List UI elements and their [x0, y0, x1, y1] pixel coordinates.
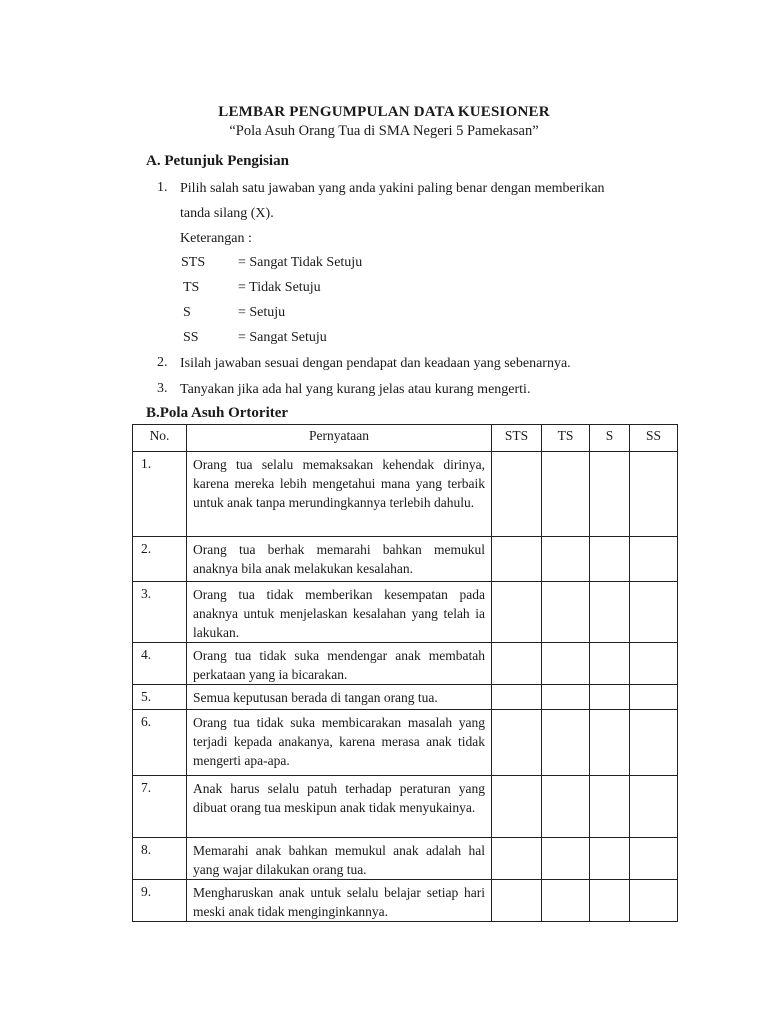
- legend-code-s: S: [183, 305, 191, 320]
- answer-cell-ss[interactable]: [630, 880, 678, 922]
- answer-cell-s[interactable]: [590, 776, 630, 838]
- answer-cell-ts[interactable]: [542, 776, 590, 838]
- row-statement: Anak harus selalu patuh terhadap peraturan yang dibuat orang tua meskipun anak tidak menyukainya.: [187, 776, 492, 838]
- row-number: 4.: [133, 643, 187, 685]
- row-number: 9.: [133, 880, 187, 922]
- row-statement: Orang tua tidak suka membicarakan masalah yang terjadi kepada anakanya, karena merasa anak tidak mengerti apa-apa.: [187, 710, 492, 776]
- answer-cell-ss[interactable]: [630, 537, 678, 582]
- table-row: [133, 452, 678, 537]
- legend-desc-sts: = Sangat Tidak Setuju: [238, 255, 363, 270]
- row-statement: Mengharuskan anak untuk selalu belajar setiap hari meski anak tidak menginginkannya.: [187, 880, 492, 922]
- answer-cell-sts[interactable]: [492, 710, 542, 776]
- instruction-3-number: 3.: [157, 381, 168, 396]
- column-header-s: S: [590, 425, 630, 452]
- answer-cell-sts[interactable]: [492, 880, 542, 922]
- row-number: 3.: [133, 582, 187, 643]
- answer-cell-ss[interactable]: [630, 838, 678, 880]
- row-statement: Orang tua tidak memberikan kesempatan pada anaknya untuk menjelaskan kesalahan yang telah ia lakukan.: [187, 582, 492, 643]
- instruction-2-text: Isilah jawaban sesuai dengan pendapat dan keadaan yang sebenarnya.: [180, 356, 571, 371]
- section-b-heading: B.Pola Asuh Ortoriter: [146, 405, 289, 421]
- legend-code-ss: SS: [183, 330, 199, 345]
- table-row: [133, 880, 678, 922]
- table-row: [133, 582, 678, 643]
- answer-cell-ss[interactable]: [630, 685, 678, 710]
- row-number: 2.: [133, 537, 187, 582]
- answer-cell-s[interactable]: [590, 582, 630, 643]
- answer-cell-sts[interactable]: [492, 537, 542, 582]
- row-statement: Orang tua berhak memarahi bahkan memukul anaknya bila anak melakukan kesalahan.: [187, 537, 492, 582]
- instruction-1-number: 1.: [157, 180, 168, 195]
- row-statement: Orang tua tidak suka mendengar anak membatah perkataan yang ia bicarakan.: [187, 643, 492, 685]
- answer-cell-ss[interactable]: [630, 776, 678, 838]
- column-header-pernyataan: Pernyataan: [187, 425, 492, 452]
- column-header-no: No.: [133, 425, 187, 452]
- table-row: [133, 776, 678, 838]
- answer-cell-ss[interactable]: [630, 710, 678, 776]
- section-a-heading: A. Petunjuk Pengisian: [146, 153, 289, 169]
- column-header-ts: TS: [542, 425, 590, 452]
- answer-cell-ts[interactable]: [542, 838, 590, 880]
- document-subtitle: “Pola Asuh Orang Tua di SMA Negeri 5 Pamekasan”: [229, 123, 539, 139]
- answer-cell-s[interactable]: [590, 710, 630, 776]
- answer-cell-ts[interactable]: [542, 537, 590, 582]
- legend-desc-ts: = Tidak Setuju: [238, 280, 321, 295]
- questionnaire-table: [132, 424, 678, 922]
- answer-cell-s[interactable]: [590, 685, 630, 710]
- answer-cell-ts[interactable]: [542, 452, 590, 537]
- table-row: [133, 643, 678, 685]
- answer-cell-ss[interactable]: [630, 643, 678, 685]
- answer-cell-sts[interactable]: [492, 582, 542, 643]
- legend-desc-ss: = Sangat Setuju: [238, 330, 327, 345]
- instruction-2-number: 2.: [157, 355, 168, 370]
- row-statement: Semua keputusan berada di tangan orang tua.: [187, 685, 492, 710]
- row-statement: Memarahi anak bahkan memukul anak adalah hal yang wajar dilakukan orang tua.: [187, 838, 492, 880]
- row-number: 6.: [133, 710, 187, 776]
- answer-cell-ss[interactable]: [630, 582, 678, 643]
- table-row: [133, 710, 678, 776]
- row-number: 1.: [133, 452, 187, 537]
- table-header-row: [133, 425, 678, 452]
- answer-cell-ts[interactable]: [542, 880, 590, 922]
- row-number: 7.: [133, 776, 187, 838]
- answer-cell-sts[interactable]: [492, 643, 542, 685]
- row-number: 5.: [133, 685, 187, 710]
- answer-cell-sts[interactable]: [492, 776, 542, 838]
- row-statement: Orang tua selalu memaksakan kehendak dirinya, karena mereka lebih mengetahui mana yang terbaik untuk anak tanpa merundingkannya terlebih dahulu.: [187, 452, 492, 537]
- answer-cell-s[interactable]: [590, 452, 630, 537]
- answer-cell-ts[interactable]: [542, 710, 590, 776]
- answer-cell-sts[interactable]: [492, 452, 542, 537]
- legend-code-sts: STS: [181, 255, 206, 270]
- answer-cell-s[interactable]: [590, 537, 630, 582]
- legend-code-ts: TS: [183, 280, 200, 295]
- legend-desc-s: = Setuju: [238, 305, 286, 320]
- table-row: [133, 838, 678, 880]
- answer-cell-s[interactable]: [590, 643, 630, 685]
- table-row: [133, 537, 678, 582]
- instruction-1-line2: tanda silang (X).: [180, 206, 274, 221]
- answer-cell-s[interactable]: [590, 880, 630, 922]
- answer-cell-ts[interactable]: [542, 582, 590, 643]
- answer-cell-s[interactable]: [590, 838, 630, 880]
- row-number: 8.: [133, 838, 187, 880]
- answer-cell-sts[interactable]: [492, 685, 542, 710]
- column-header-ss: SS: [630, 425, 678, 452]
- column-header-sts: STS: [492, 425, 542, 452]
- instruction-1-line1: Pilih salah satu jawaban yang anda yakini paling benar dengan memberikan: [180, 181, 605, 196]
- instruction-3-text: Tanyakan jika ada hal yang kurang jelas atau kurang mengerti.: [180, 382, 531, 397]
- answer-cell-ts[interactable]: [542, 685, 590, 710]
- table-row: [133, 685, 678, 710]
- answer-cell-ts[interactable]: [542, 643, 590, 685]
- document-title: LEMBAR PENGUMPULAN DATA KUESIONER: [218, 104, 550, 120]
- answer-cell-sts[interactable]: [492, 838, 542, 880]
- keterangan-label: Keterangan :: [180, 231, 252, 246]
- answer-cell-ss[interactable]: [630, 452, 678, 537]
